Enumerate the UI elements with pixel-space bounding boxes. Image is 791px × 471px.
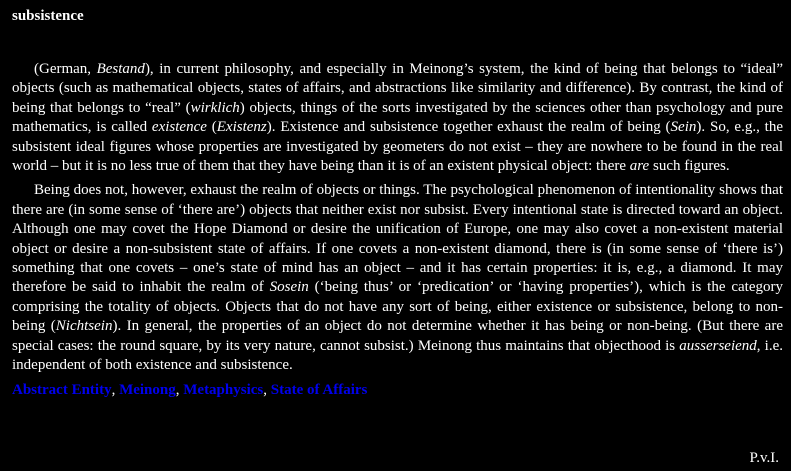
- italic-term: Sein: [670, 119, 697, 136]
- italic-term: ausserseiend: [679, 337, 757, 354]
- related-link-state-of-affairs[interactable]: State of Affairs: [270, 381, 368, 398]
- related-link-metaphysics[interactable]: Metaphysics: [183, 381, 264, 398]
- related-links: [12, 381, 783, 400]
- link-separator: ,: [111, 381, 120, 398]
- author-initials: P.v.I.: [749, 450, 779, 466]
- italic-term: Bestand: [96, 61, 145, 77]
- text-run: , i.e. independent of both existence and subsistence.: [12, 337, 783, 374]
- text-run: (: [206, 119, 217, 136]
- entry-body: [12, 60, 783, 400]
- link-separator: ,: [263, 381, 271, 398]
- italic-term: are: [629, 158, 650, 175]
- italic-term: Existenz: [216, 119, 267, 136]
- text-run: such figures.: [649, 158, 730, 175]
- related-link-abstract-entity[interactable]: Abstract Entity: [12, 381, 112, 398]
- italic-term: Sosein: [269, 279, 309, 296]
- italic-term: Nichtsein: [55, 318, 113, 335]
- paragraph-2: [12, 181, 783, 375]
- text-run: ). Existence and subsistence together exhaust the realm of being (: [266, 119, 671, 136]
- paragraph-1: [12, 60, 783, 176]
- text-run: ) objects, things of the sorts investigated by the sciences other than psychology and pure mathematics, is called: [12, 99, 783, 136]
- entry-title: subsistence: [12, 8, 84, 24]
- text-run: ), in current philosophy, and especially in Meinong’s system, the kind of being that belongs to “ideal” objects (such as mathematical objects, states of affairs, and abstractions like similarity and difference). By contrast, the kind of being that belongs to “real” (: [12, 61, 783, 116]
- italic-term: existence: [151, 119, 207, 136]
- italic-term: wirklich: [190, 99, 240, 116]
- text-run: (German,: [34, 61, 97, 77]
- text-run: ). So, e.g., the subsistent ideal figures whose properties are investigated by geometers do not exist – they are nowhere to be found in the real world – but it is no less true of them that they have being than it is of an existent physical object: there: [12, 119, 783, 175]
- text-run: (‘being thus’ or ‘predication’ or ‘having properties’), which is the category comprising the totality of objects. Objects that do not have any sort of being, either existence or subsistence, belong to non-being (: [12, 279, 783, 335]
- text-run: Being does not, however, exhaust the realm of objects or things. The psychological phenomenon of intentionality shows that there are (in some sense of ‘there are’) objects that neither exist nor subsist. Every intentional state is directed toward an object. Although one may covet the Hope Diamond or desire the unification of Europe, one may also covet a non-existent material object or desire a non-subsistent state of affairs. If one covets a non-existent diamond, there is (in some sense of ‘there is’) something that one covets – one’s state of mind has an object – and it has certain properties: it is, e.g., a diamond. It may therefore be said to inhabit the realm of: [12, 182, 783, 296]
- related-link-meinong[interactable]: Meinong: [119, 381, 176, 398]
- link-separator: ,: [175, 381, 184, 398]
- text-run: ). In general, the properties of an object do not determine whether it has being or non-being. (But there are special cases: the round square, by its very nature, cannot subsist.) Meinong thus maintains that objecthood is: [12, 318, 783, 354]
